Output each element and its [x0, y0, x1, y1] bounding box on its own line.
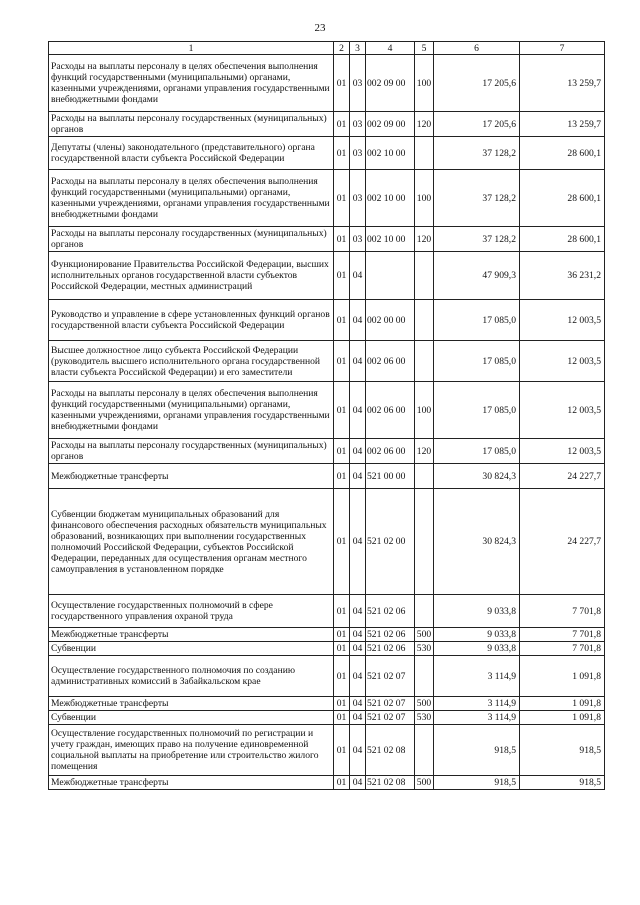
row-name-cell: Субвенции: [49, 642, 334, 656]
column-header: 7: [520, 42, 605, 55]
section-code-cell: 01: [334, 464, 350, 489]
subsection-code-cell: 04: [350, 711, 366, 725]
expense-type-cell: [415, 464, 434, 489]
row-name-cell: Расходы на выплаты персоналу в целях обеспечения выполнения функций государственными (муниципальными) органами, казенными учреждениями, органами управления государственными внебюджетными фондами: [49, 55, 334, 112]
row-name-cell: Осуществление государственного полномочия по созданию административных комиссий в Забайкальском крае: [49, 656, 334, 697]
section-code-cell: 01: [334, 341, 350, 382]
expense-type-cell: [415, 595, 434, 628]
table-row: [49, 725, 605, 776]
table-row: [49, 252, 605, 300]
amount-actual-cell: 12 003,5: [520, 300, 605, 341]
expense-type-cell: 500: [415, 697, 434, 711]
subsection-code-cell: 04: [350, 252, 366, 300]
header-row: [49, 42, 605, 55]
amount-plan-cell: 30 824,3: [434, 489, 520, 595]
table-row: [49, 628, 605, 642]
row-name-cell: Межбюджетные трансферты: [49, 464, 334, 489]
expense-type-cell: 500: [415, 776, 434, 790]
expense-type-cell: 100: [415, 382, 434, 439]
amount-plan-cell: 37 128,2: [434, 227, 520, 252]
subsection-code-cell: 04: [350, 439, 366, 464]
target-article-cell: 002 09 00: [366, 112, 415, 137]
amount-actual-cell: 28 600,1: [520, 137, 605, 170]
amount-plan-cell: 17 205,6: [434, 55, 520, 112]
target-article-cell: [366, 252, 415, 300]
amount-plan-cell: 17 085,0: [434, 300, 520, 341]
amount-plan-cell: 37 128,2: [434, 137, 520, 170]
amount-actual-cell: 1 091,8: [520, 697, 605, 711]
row-name-cell: Расходы на выплаты персоналу в целях обеспечения выполнения функций государственными (муниципальными) органами, казенными учреждениями, органами управления государственными внебюджетными фондами: [49, 170, 334, 227]
table-row: [49, 170, 605, 227]
section-code-cell: 01: [334, 112, 350, 137]
expense-type-cell: [415, 252, 434, 300]
table-row: [49, 300, 605, 341]
target-article-cell: 521 02 07: [366, 656, 415, 697]
section-code-cell: 01: [334, 642, 350, 656]
budget-table: [48, 41, 605, 790]
amount-actual-cell: 13 259,7: [520, 55, 605, 112]
column-header: 1: [49, 42, 334, 55]
amount-plan-cell: 17 085,0: [434, 439, 520, 464]
subsection-code-cell: 04: [350, 464, 366, 489]
amount-actual-cell: 28 600,1: [520, 170, 605, 227]
section-code-cell: 01: [334, 227, 350, 252]
section-code-cell: 01: [334, 725, 350, 776]
target-article-cell: 521 02 07: [366, 697, 415, 711]
table-row: [49, 776, 605, 790]
expense-type-cell: 120: [415, 227, 434, 252]
row-name-cell: Расходы на выплаты персоналу государственных (муниципальных) органов: [49, 227, 334, 252]
table-row: [49, 595, 605, 628]
target-article-cell: 002 09 00: [366, 55, 415, 112]
section-code-cell: 01: [334, 252, 350, 300]
row-name-cell: Депутаты (члены) законодательного (представительного) органа государственной власти субъекта Российской Федерации: [49, 137, 334, 170]
table-row: [49, 112, 605, 137]
expense-type-cell: 100: [415, 55, 434, 112]
row-name-cell: Осуществление государственных полномочий по регистрации и учету граждан, имеющих право на получение единовременной социальной выплаты на приобретение или строительство жилого помещения: [49, 725, 334, 776]
section-code-cell: 01: [334, 170, 350, 227]
target-article-cell: 002 10 00: [366, 137, 415, 170]
row-name-cell: Межбюджетные трансферты: [49, 628, 334, 642]
expense-type-cell: [415, 656, 434, 697]
section-code-cell: 01: [334, 656, 350, 697]
section-code-cell: 01: [334, 300, 350, 341]
section-code-cell: 01: [334, 382, 350, 439]
amount-actual-cell: 1 091,8: [520, 656, 605, 697]
amount-actual-cell: 918,5: [520, 776, 605, 790]
expense-type-cell: [415, 300, 434, 341]
row-name-cell: Межбюджетные трансферты: [49, 776, 334, 790]
subsection-code-cell: 03: [350, 227, 366, 252]
target-article-cell: 002 06 00: [366, 382, 415, 439]
amount-plan-cell: 17 085,0: [434, 341, 520, 382]
amount-actual-cell: 36 231,2: [520, 252, 605, 300]
section-code-cell: 01: [334, 711, 350, 725]
target-article-cell: 521 02 06: [366, 595, 415, 628]
column-header: 6: [434, 42, 520, 55]
table-row: [49, 137, 605, 170]
subsection-code-cell: 04: [350, 628, 366, 642]
target-article-cell: 002 00 00: [366, 300, 415, 341]
section-code-cell: 01: [334, 776, 350, 790]
amount-actual-cell: 1 091,8: [520, 711, 605, 725]
table-row: [49, 341, 605, 382]
amount-plan-cell: 17 205,6: [434, 112, 520, 137]
expense-type-cell: 120: [415, 112, 434, 137]
row-name-cell: Межбюджетные трансферты: [49, 697, 334, 711]
row-name-cell: Субвенции: [49, 711, 334, 725]
amount-plan-cell: 3 114,9: [434, 711, 520, 725]
table-row: [49, 697, 605, 711]
expense-type-cell: 120: [415, 439, 434, 464]
amount-plan-cell: 47 909,3: [434, 252, 520, 300]
column-header: 4: [366, 42, 415, 55]
amount-plan-cell: 9 033,8: [434, 628, 520, 642]
row-name-cell: Руководство и управление в сфере установленных функций органов государственной власти субъекта Российской Федерации: [49, 300, 334, 341]
amount-actual-cell: 12 003,5: [520, 341, 605, 382]
amount-plan-cell: 30 824,3: [434, 464, 520, 489]
target-article-cell: 002 10 00: [366, 170, 415, 227]
amount-actual-cell: 12 003,5: [520, 439, 605, 464]
amount-plan-cell: 9 033,8: [434, 595, 520, 628]
expense-type-cell: 530: [415, 711, 434, 725]
amount-plan-cell: 918,5: [434, 776, 520, 790]
table-row: [49, 382, 605, 439]
target-article-cell: 521 02 08: [366, 725, 415, 776]
amount-actual-cell: 12 003,5: [520, 382, 605, 439]
amount-plan-cell: 3 114,9: [434, 697, 520, 711]
subsection-code-cell: 03: [350, 55, 366, 112]
expense-type-cell: [415, 489, 434, 595]
subsection-code-cell: 03: [350, 112, 366, 137]
amount-actual-cell: 24 227,7: [520, 489, 605, 595]
expense-type-cell: [415, 725, 434, 776]
target-article-cell: 521 02 06: [366, 628, 415, 642]
section-code-cell: 01: [334, 697, 350, 711]
amount-actual-cell: 24 227,7: [520, 464, 605, 489]
subsection-code-cell: 04: [350, 489, 366, 595]
amount-plan-cell: 3 114,9: [434, 656, 520, 697]
row-name-cell: Субвенции бюджетам муниципальных образований для финансового обеспечения расходных обязательств муниципальных образований, возникающих при выполнении государственных полномочий Российской Федерации, субъектов Российской Федерации, переданных для осуществления органам местного самоуправления в установленном порядке: [49, 489, 334, 595]
expense-type-cell: 530: [415, 642, 434, 656]
subsection-code-cell: 04: [350, 656, 366, 697]
amount-actual-cell: 918,5: [520, 725, 605, 776]
section-code-cell: 01: [334, 595, 350, 628]
amount-actual-cell: 28 600,1: [520, 227, 605, 252]
table-row: [49, 489, 605, 595]
target-article-cell: 521 02 07: [366, 711, 415, 725]
page-number: 23: [314, 22, 326, 34]
amount-actual-cell: 13 259,7: [520, 112, 605, 137]
target-article-cell: 521 02 00: [366, 489, 415, 595]
row-name-cell: Расходы на выплаты персоналу государственных (муниципальных) органов: [49, 112, 334, 137]
expense-type-cell: 500: [415, 628, 434, 642]
table-row: [49, 439, 605, 464]
subsection-code-cell: 04: [350, 725, 366, 776]
section-code-cell: 01: [334, 137, 350, 170]
subsection-code-cell: 03: [350, 170, 366, 227]
column-header: 2: [334, 42, 350, 55]
table-row: [49, 642, 605, 656]
section-code-cell: 01: [334, 439, 350, 464]
table-row: [49, 656, 605, 697]
target-article-cell: 521 00 00: [366, 464, 415, 489]
target-article-cell: 521 02 08: [366, 776, 415, 790]
row-name-cell: Высшее должностное лицо субъекта Российской Федерации (руководитель высшего исполнительного органа государственной власти субъекта Российской Федерации) и его заместители: [49, 341, 334, 382]
column-header: 3: [350, 42, 366, 55]
table-row: [49, 55, 605, 112]
subsection-code-cell: 04: [350, 697, 366, 711]
subsection-code-cell: 04: [350, 776, 366, 790]
target-article-cell: 002 06 00: [366, 341, 415, 382]
expense-type-cell: [415, 341, 434, 382]
target-article-cell: 002 06 00: [366, 439, 415, 464]
expense-type-cell: 100: [415, 170, 434, 227]
amount-plan-cell: 918,5: [434, 725, 520, 776]
subsection-code-cell: 03: [350, 137, 366, 170]
table-row: [49, 227, 605, 252]
section-code-cell: 01: [334, 489, 350, 595]
subsection-code-cell: 04: [350, 382, 366, 439]
row-name-cell: Расходы на выплаты персоналу в целях обеспечения выполнения функций государственными (муниципальными) органами, казенными учреждениями, органами управления государственными внебюджетными фондами: [49, 382, 334, 439]
section-code-cell: 01: [334, 628, 350, 642]
expense-type-cell: [415, 137, 434, 170]
amount-plan-cell: 17 085,0: [434, 382, 520, 439]
amount-plan-cell: 9 033,8: [434, 642, 520, 656]
target-article-cell: 521 02 06: [366, 642, 415, 656]
amount-actual-cell: 7 701,8: [520, 628, 605, 642]
table-row: [49, 464, 605, 489]
subsection-code-cell: 04: [350, 642, 366, 656]
table-row: [49, 711, 605, 725]
subsection-code-cell: 04: [350, 300, 366, 341]
row-name-cell: Осуществление государственных полномочий в сфере государственного управления охраной труда: [49, 595, 334, 628]
row-name-cell: Функционирование Правительства Российской Федерации, высших исполнительных органов государственной власти субъектов Российской Федерации, местных администраций: [49, 252, 334, 300]
row-name-cell: Расходы на выплаты персоналу государственных (муниципальных) органов: [49, 439, 334, 464]
section-code-cell: 01: [334, 55, 350, 112]
amount-actual-cell: 7 701,8: [520, 595, 605, 628]
amount-plan-cell: 37 128,2: [434, 170, 520, 227]
subsection-code-cell: 04: [350, 341, 366, 382]
amount-actual-cell: 7 701,8: [520, 642, 605, 656]
column-header: 5: [415, 42, 434, 55]
target-article-cell: 002 10 00: [366, 227, 415, 252]
subsection-code-cell: 04: [350, 595, 366, 628]
